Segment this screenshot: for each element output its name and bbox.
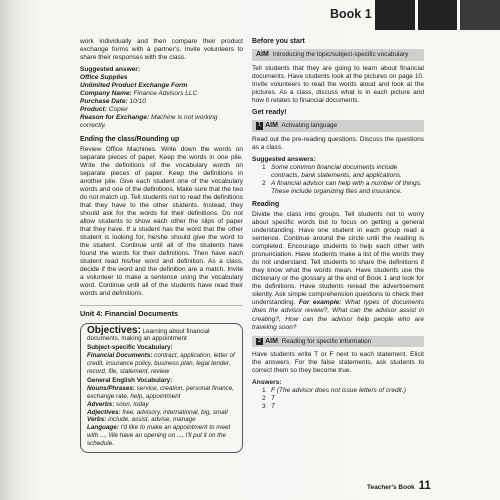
answer-company: Company Name: Finance Advisors LLC [80,90,198,98]
aim-bar-topic: AIM Introducing the topic/subject-specific vocabulary [252,49,424,61]
list-item: 3 T [262,403,275,411]
ending-title: Ending the class/Rounding up [80,135,180,143]
adverbs-vocab: Adverbs: soon, today [87,400,149,408]
page-number: 11 [418,480,431,492]
page-footer [367,480,431,492]
left-column [80,38,243,453]
exercise1-paragraph: Read out the pre-reading questions. Discuss the questions as a class. [252,135,424,151]
reading-title: Reading [252,200,280,208]
answer-reason: Reason for Exchange: Machine is not working correctly. [80,114,218,130]
aim-bar-reading: 2 AIM Reading for specific information [252,336,424,348]
general-vocab-title: General English Vocabulary: [87,376,173,384]
tab-block [460,0,500,30]
reading-paragraph: Divide the class into groups. Tell students not to worry about specific words but to focus on getting a general understanding. Have one student in each group read a sentence. Continue around the circle until the reading is completed. Encourage students to help each other with pronunciation. Have students make a list of the words they do not understand. Tell students to share the definitions if they know what the words mean. Have students use the dictionary or the glossary at the end of Book 1 and look for the definitions. Have students reread the advertisement silently. Ask simple comprehension questions to check their understanding. For example: What types of documents does the advisor review?, What can the advisor assist in creating?, How can the advisor help people who are traveling soon? [252,210,424,331]
ending-paragraph: Review Office Machines. Write down the words on separate pieces of paper. Keep the words in one pile. Write the definitions of the vocabulary words on separate pieces of paper. Keep the definitions in another pile. Give each student one of the vocabulary words and one of the definitions. Make sure that the two do not match up. Tell students not to read the definitions that they have to the other students. Instead, they should ask for the words for their definitions. Do not allow students to show each other the slips of paper that they have. If a student has the word that the other student is looking for, he/she should give the word to the student. Continue until all of the students have found the words for their definitions. Then have each student read his/her word and definition. As a class, decide if the word and the definition are a match. Invite a volunteer to make a sentence using the vocabulary word. Continue until all of the students have read their words and definitions. [80,145,243,298]
list-item: 1 Some common financial documents include contracts, bank statements, and applications. [262,163,403,179]
answer-line2: Unlimited Product Exchange Form [80,82,188,90]
answers-title: Answers: [252,379,282,387]
intro-paragraph: work individually and then compare their product exchange forms with a partner's. Invite volunteers to share their responses with the class. [80,38,243,62]
suggested-answer-title: Suggested answer: [80,66,141,74]
nouns-vocab: Nouns/Phrases: service, creation, personal finance, exchange rate, help, appointment [87,384,235,400]
suggested-answers-list [262,164,424,196]
financial-documents-vocab: Financial Documents: contract, application, letter of credit, insurance policy, business plan, legal tender, record, file, statement, review [87,352,235,376]
answer-date: Purchase Date: 10/10 [80,98,146,106]
answers-list [262,387,424,411]
book-header [330,0,500,30]
right-column [252,38,424,412]
book-label: Book 1 [330,7,372,21]
tab-block [418,0,458,30]
objectives-heading: Objectives: Learning about financial documents, making an appointment [87,324,210,343]
before-paragraph: Tell students that they are going to learn about financial documents. Have students look at the pictures on page 10. Invite volunteers to read the words aloud and look at the pictures. As a class, discuss what is in each picture and how it relates to financial documents. [252,64,424,104]
before-title: Before you start [252,38,305,45]
footer-label: Teacher's Book [367,484,415,491]
get-ready-title: Get ready! [252,108,287,116]
list-item: 2 T [262,395,275,403]
suggested-answer-block [80,74,243,130]
subject-vocab-title: Subject-specific Vocabulary: [87,344,173,352]
aim-bar-activating: 1 AIM Activating language [252,120,424,132]
exercise2-paragraph: Have students write T or F next to each statement. Elicit the answers. For the false statements, ask students to correct them so they become true. [252,351,424,375]
list-item: 1 F (The advisor does not issue letters of credit.) [262,387,406,395]
language-vocab: Language: I'd like to make an appointment to meet with ..., We have an opening on ..., I'll put it on the schedule. [87,424,231,448]
answer-product: Product: Copier [80,106,129,114]
answer-line1: Office Supplies [80,74,128,82]
list-item: 2 A financial advisor can help with a number of things. These include organizing files and insurance. [262,179,422,195]
tab-block [375,0,415,30]
suggested-answers-title: Suggested answers: [252,155,316,163]
unit-title: Unit 4: Financial Documents [80,305,243,318]
objectives-box [80,323,243,454]
verbs-vocab: Verbs: include, assist, advise, manage [87,416,196,424]
header-tab-blocks [375,0,500,30]
adjectives-vocab: Adjectives: free, advisory, international, big, small [87,408,228,416]
